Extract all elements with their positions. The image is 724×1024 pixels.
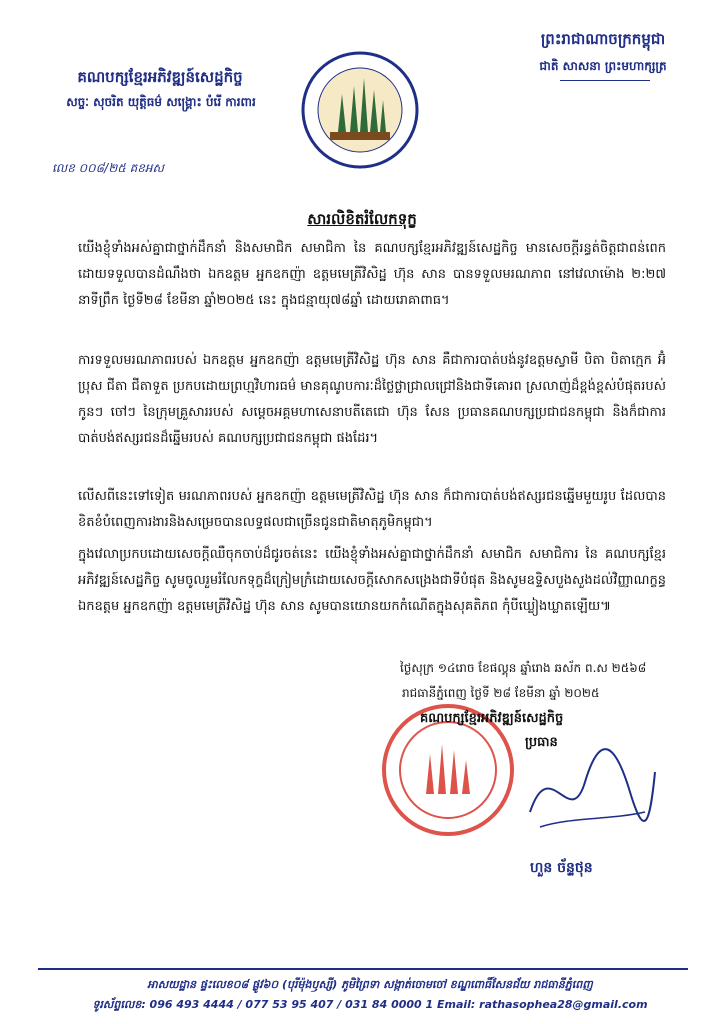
footer-address: អាសយដ្ឋាន ផ្ទះលេខ០៨ ផ្លូវ៦០ (បុរីម៉ុងឫស្សី) ភូមិព្រៃទា សង្កាត់ចោមចៅ ខណ្ឌពោធិ៍សែនជ័យ រាជធានីភ្នំពេញ bbox=[147, 978, 593, 991]
signatory-name: ហួន ច័ន្ទថុន bbox=[530, 860, 593, 876]
footer-contact: ទូរស័ព្ទលេខ: 096 493 4444 / 077 53 95 407 / 031 84 0000 1 Email: rathasophea28@gmail.com bbox=[92, 998, 648, 1011]
party-logo bbox=[300, 50, 420, 170]
signatory-organization: គណបក្សខ្មែរអភិវឌ្ឍន៍សេដ្ឋកិច្ច bbox=[420, 711, 564, 726]
paragraph-1: យើងខ្ញុំទាំងអស់គ្នាជាថ្នាក់ដឹកនាំ និងសមាជិក សមាជិកា នៃ គណបក្សខ្មែរអភិវឌ្ឍន៍សេដ្ឋកិច្ច មានសេចក្តីរន្ធត់ចិត្តជាពន់ពេក ដោយទទួលបានដំណឹងថា ឯកឧត្តម អ្នកឧកញ៉ា ឧត្តមមេត្រីវិសិដ្ឋ ហ៊ុន សាន បានទទួលមរណភាព នៅវេលាម៉ោង ២:២៧ នាទីព្រឹក ថ្ងៃទី២៨ ខែមីនា ឆ្នាំ២០២៥ នេះ ក្នុងជន្មាយុ៧៨ឆ្នាំ ដោយរោគាពាធ។ bbox=[78, 241, 666, 308]
document-title: សារលិខិតរំលែកទុក្ខ bbox=[307, 210, 417, 228]
kingdom-motto: ជាតិ សាសនា ព្រះមហាក្សត្រ bbox=[539, 59, 667, 73]
paragraph-3: លើសពីនេះទៅទៀត មរណភាពរបស់ អ្នកឧកញ៉ា ឧត្តមមេត្រីវិសិដ្ឋ ហ៊ុន សាន ក៏ជាការបាត់បង់ឥស្សរជនឆ្នើមមួយរូប ដែលបានខិតខំបំពេញការងារនិងសម្រេចបានលទ្ធផលជាច្រើនជូនជាតិមាតុភូមិកម្ពុជា។ bbox=[78, 489, 666, 530]
paragraph-2: ការទទួលមរណភាពរបស់ ឯកឧត្តម អ្នកឧកញ៉ា ឧត្តមមេត្រីវិសិដ្ឋ ហ៊ុន សាន គឺជាការបាត់បង់នូវឧត្តមស្វាមី បិតា បិតាក្មេក អ៊ំប្រុស ជីតា ជីតាទួត ប្រកបដោយព្រហ្មវិហារធម៌ មានគុណូបការៈដ៏ថ្លៃថ្លាជ្រាលជ្រៅនិងជាទីគោរព ស្រលាញ់ដ៏ខ្ពង់ខ្ពស់បំផុតរបស់កូនៗ ចៅៗ នៃក្រុមគ្រួសាររបស់ សម្តេចអគ្គមហាសេនាបតីតេជោ ហ៊ុន សែន ប្រធានគណបក្សប្រជាជនកម្ពុជា និងក៏ជាការបាត់បង់ឥស្សរជនដ៏ឆ្នើមរបស់ គណបក្សប្រជាជនកម្ពុជា ផងដែរ។ bbox=[78, 353, 666, 446]
handwritten-signature bbox=[520, 732, 660, 842]
header-divider bbox=[560, 80, 650, 81]
party-motto: សច្ចៈ សុចរិត យុត្តិធម៌ សង្គ្រោះ បំរើ ការពារ bbox=[66, 95, 256, 109]
solar-date: រាជធានីភ្នំពេញ ថ្ងៃទី ២៨ ខែមីនា ឆ្នាំ ២០២៥ bbox=[402, 686, 600, 700]
footer-divider bbox=[38, 968, 688, 970]
lunar-date: ថ្ងៃសុក្រ ១៤រោច ខែផល្គុន ឆ្នាំរោង ឆស័ក ព.ស ២៥៦៨ bbox=[400, 661, 647, 675]
signatory-role: ប្រធាន bbox=[525, 735, 558, 750]
party-name: គណបក្សខ្មែរអភិវឌ្ឍន៍សេដ្ឋកិច្ច bbox=[77, 68, 243, 86]
document-number: លេខ ០០៨/២៥ គខអស bbox=[52, 161, 164, 175]
paragraph-4: ក្នុងវេលាប្រកបដោយសេចក្តីឈឺចុកចាប់ដ៏ជូរចត់នេះ យើងខ្ញុំទាំងអស់គ្នាជាថ្នាក់ដឹកនាំ សមាជិក សមាជិការ នៃ គណបក្សខ្មែរអភិវឌ្ឍន៍សេដ្ឋកិច្ច សូមចូលរួមរំលែកទុក្ខដ៏ក្រៀមក្រំដោយសេចក្តីសោកសង្រេងជាទីបំផុត និងសូមឧទ្ទិសបួងសួងដល់វិញ្ញាណក្ខន្ធ ឯកឧត្តម អ្នកឧកញ៉ា ឧត្តមមេត្រីវិសិដ្ឋ ហ៊ុន សាន សូមបានយោនយកកំណើតក្នុងសុគតិភព កុំបីឃ្លៀងឃ្លាតឡើយ៕ bbox=[78, 547, 666, 614]
kingdom-title: ព្រះរាជាណាចក្រកម្ពុជា bbox=[540, 30, 666, 48]
